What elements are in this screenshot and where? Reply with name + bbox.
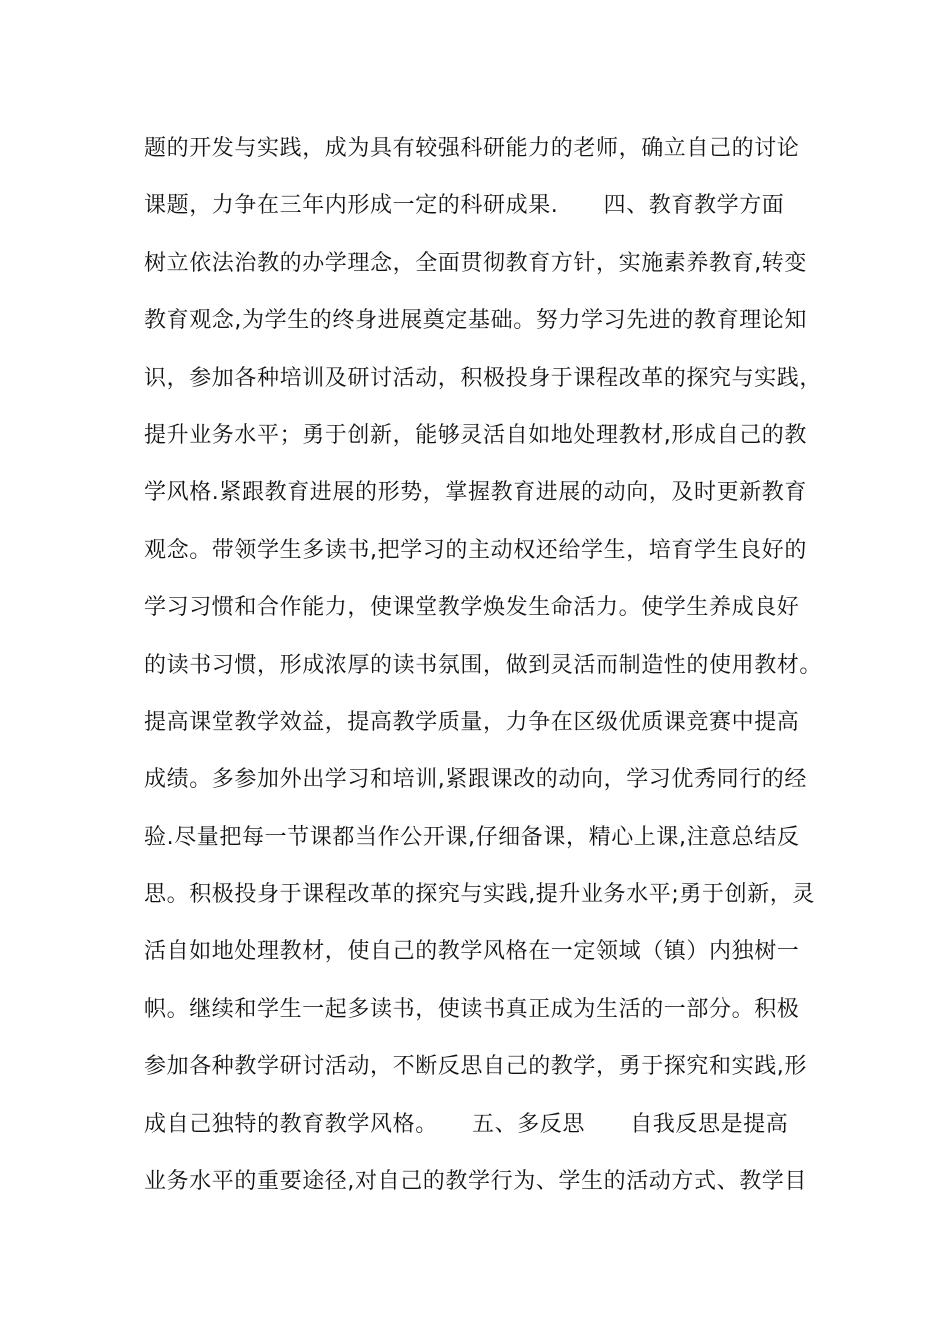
text-line: 的读书习惯，形成浓厚的读书氛围，做到灵活而制造性的使用教材。 bbox=[144, 652, 823, 678]
text-line: 教育观念,为学生的终身进展奠定基础。努力学习先进的教育理论知 bbox=[144, 308, 807, 334]
text-line: 识，参加各种培训及研讨活动，积极投身于课程改革的探究与实践， bbox=[144, 365, 823, 391]
text-line: 参加各种教学研讨活动，不断反思自己的教学，勇于探究和实践,形 bbox=[144, 1054, 807, 1080]
text-line: 成自己独特的教育教学风格。 五、多反思 自我反思是提高 bbox=[144, 1111, 789, 1137]
text-line: 学习习惯和合作能力，使课堂教学焕发生命活力。使学生养成良好 bbox=[144, 595, 800, 621]
text-line: 成绩。多参加外出学习和培训,紧跟课改的动向，学习优秀同行的经 bbox=[144, 767, 807, 793]
text-line: 题的开发与实践，成为具有较强科研能力的老师，确立自己的讨论 bbox=[144, 136, 800, 161]
text-line: 验.尽量把每一节课都当作公开课,仔细备课，精心上课,注意总结反 bbox=[144, 824, 800, 850]
text-line: 观念。带领学生多读书,把学习的主动权还给学生，培育学生良好的 bbox=[144, 537, 807, 563]
body-text bbox=[144, 127, 824, 1217]
text-line: 思。积极投身于课程改革的探究与实践,提升业务水平;勇于创新，灵 bbox=[144, 882, 816, 908]
text-line: 学风格.紧跟教育进展的形势，掌握教育进展的动向，及时更新教育 bbox=[144, 480, 807, 506]
text-line: 活自如地处理教材，使自己的教学风格在一定领域（镇）内独树一 bbox=[144, 939, 800, 965]
text-line: 帜。继续和学生一起多读书，使读书真正成为生活的一部分。积极 bbox=[144, 996, 800, 1022]
text-line: 业务水平的重要途径,对自己的教学行为、学生的活动方式、教学目 bbox=[144, 1169, 807, 1195]
text-line: 树立依法治教的办学理念，全面贯彻教育方针，实施素养教育,转变 bbox=[144, 250, 807, 276]
text-line: 提升业务水平；勇于创新，能够灵活自如地处理教材,形成自己的教 bbox=[144, 422, 807, 448]
text-line: 提高课堂教学效益，提高教学质量，力争在区级优质课竞赛中提高 bbox=[144, 709, 800, 735]
text-line: 课题，力争在三年内形成一定的科研成果. 四、教育教学方面 bbox=[144, 193, 785, 219]
